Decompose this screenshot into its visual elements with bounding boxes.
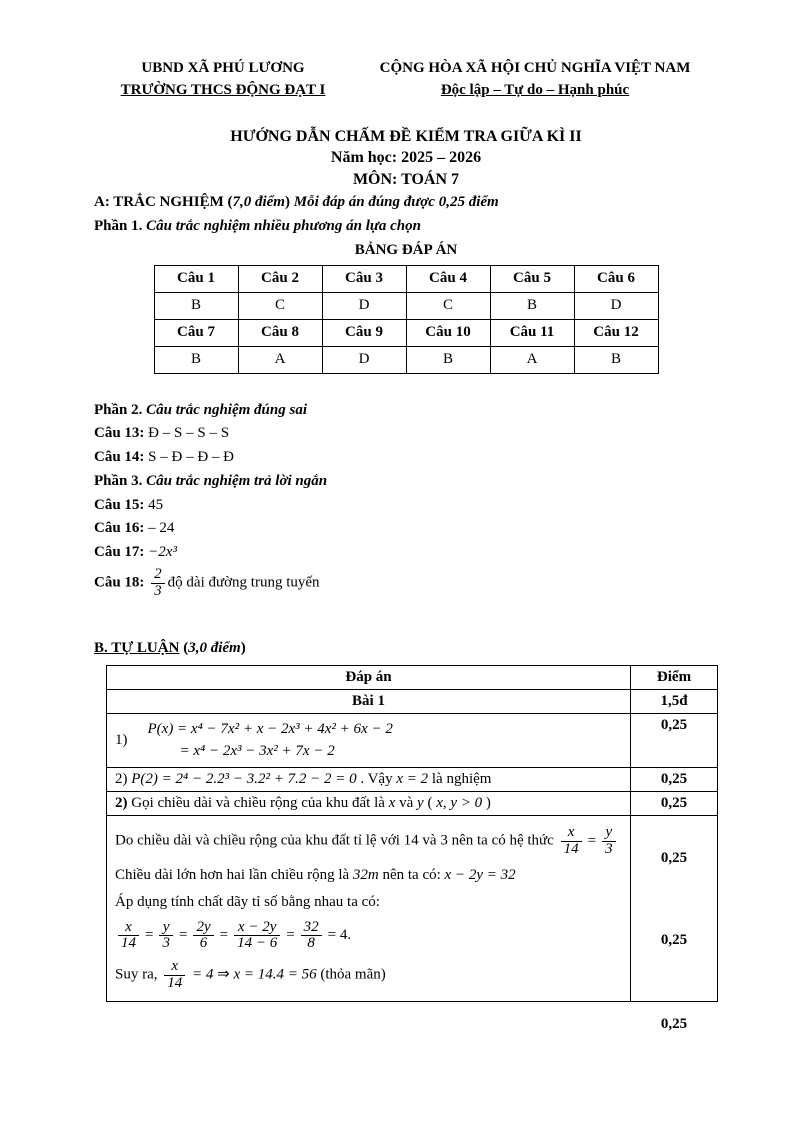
fraction-numerator: x [125,918,132,935]
section-a-note: Mỗi đáp án đúng được 0,25 điểm [293,194,499,211]
part-1-title: Câu trắc nghiệm nhiều phương án lựa chọn [146,218,421,235]
question-header: Câu 2 [238,265,322,292]
polynomial-solution [115,717,622,764]
org-line-1: UBND XÃ PHÚ LƯƠNG [141,60,305,76]
paren-open: ( [423,795,437,812]
paren-close: ) [482,795,491,812]
variable-x: x [388,795,396,812]
fraction-denominator: 3 [602,841,616,858]
essay-row-1-score: 0,25 [631,714,718,768]
question-header: Câu 10 [406,319,490,346]
question-18-answer: độ dài đường trung tuyến [167,574,320,591]
question-17-answer: −2x³ [148,544,177,561]
question-15-label: Câu 15: [94,496,149,513]
question-16-answer: – 24 [148,520,175,537]
ratio-setup-text: Do chiều dài và chiều rộng của khu đất tỉ lệ với 14 và 3 nên ta có hệ thức [115,832,558,849]
polynomial-line-1: P(x) = x⁴ − 7x² + x − 2x³ + 4x² + 6x − 2 [147,721,393,738]
ratio-chain-equation [115,919,622,954]
fraction-denominator: 3 [159,935,173,952]
answer-cell: B [406,346,490,373]
document-header [94,58,718,102]
evaluation-equation: P(2) = 2⁴ − 2.2³ − 3.2² + 7.2 − 2 = 0 [131,771,357,788]
essay-row-2-answer [107,768,631,792]
fraction-denominator: 14 [164,975,185,992]
chain-result: = 4. [327,927,352,944]
score-value: 0,25 [660,932,688,949]
fraction-denominator: 14 [561,841,582,858]
answer-cell: B [574,346,658,373]
section-a-label: A: TRẮC NGHIỆM ( [94,194,233,211]
fraction-numerator: 2y [196,918,211,935]
root-value: x = 2 [396,771,429,788]
section-b-paren-open: ( [179,640,189,657]
answer-cell: B [490,292,574,319]
length-condition-paragraph [115,864,622,887]
answer-table-answers-row-2 [154,346,658,373]
column-header-score: Điểm [631,666,718,690]
fraction-numerator: x − 2y [237,918,277,935]
question-14-answer: S – Đ – Đ – Đ [148,449,235,466]
fraction-numerator: x [567,824,575,841]
fraction-x-14 [118,920,139,953]
polynomial-lines [132,721,393,760]
satisfies-note: (thỏa mãn) [320,966,386,983]
answer-cell: A [238,346,322,373]
essay-row-2-score: 0,25 [631,768,718,792]
answer-table-title: BẢNG ĐÁP ÁN [354,241,458,258]
fraction-y-3 [159,920,173,953]
equals-sign: = [286,927,295,944]
exercise-1-label: Bài 1 [107,690,631,714]
equals-sign: = [145,927,154,944]
final-answer-paragraph [115,958,622,993]
essay-row-3-score: 0,25 [631,792,718,816]
exercise-1-score: 1,5đ [631,690,718,714]
answer-cell: B [154,292,238,319]
answer-table-header-row-2 [154,319,658,346]
fraction-numerator: y [162,918,170,935]
score-value: 0,25 [660,1016,688,1033]
ratio-property-label: Áp dụng tính chất dãy tỉ số bằng nhau ta có: [115,894,380,911]
part-3-heading [94,471,718,493]
section-b-paren-close: ) [240,640,246,657]
question-header: Câu 4 [406,265,490,292]
essay-table-header-row [107,666,718,690]
question-13-answer: Đ – S – S – S [148,425,230,442]
item-number: 2) [115,795,128,812]
title-line-1: HƯỚNG DẪN CHẤM ĐỀ KIỂM TRA GIỮA KÌ II [230,127,582,145]
fraction-denominator: 3 [151,583,165,600]
answer-cell: B [154,346,238,373]
implies-arrow: ⇒ [217,966,230,983]
length-condition-text-2: nên ta có: [378,866,445,883]
national-motto: Độc lập – Tự do – Hạnh phúc [440,81,630,98]
item-number: 2) [115,771,132,788]
fraction-numerator: 32 [303,918,319,935]
national-line-1: CỘNG HÒA XÃ HỘI CHỦ NGHĨA VIỆT NAM [379,60,691,76]
section-a-points: 7,0 điểm [232,194,285,211]
essay-row-1 [107,714,718,768]
score-value: 0,25 [660,850,688,867]
and-text: và [395,795,418,812]
length-value: 32m [352,866,379,883]
essay-row-2 [107,768,718,792]
essay-row-3 [107,792,718,816]
essay-answer-table [106,665,718,1033]
variable-y: y [417,795,424,812]
item-number: 1) [115,732,128,749]
question-header: Câu 5 [490,265,574,292]
question-16 [94,518,718,540]
polynomial-line-2: = x⁴ − 2x³ − 3x² + 7x − 2 [179,743,335,760]
question-15 [94,495,718,517]
fraction-denominator: 14 − 6 [234,935,280,952]
fraction-x-14 [561,825,582,858]
question-15-answer: 45 [148,496,164,513]
essay-row-4-scores [631,816,718,1033]
question-header: Câu 11 [490,319,574,346]
section-a-close: ) [284,194,294,211]
essay-row-4 [107,816,718,1002]
title-line-2: Năm học: 2025 – 2026 [330,149,482,167]
national-header [352,58,718,102]
fraction-two-thirds [151,567,165,600]
length-equation: x − 2y = 32 [444,866,516,883]
question-header: Câu 8 [238,319,322,346]
fraction-2y-6 [193,920,213,953]
fraction-denominator: 8 [301,935,322,952]
question-header: Câu 7 [154,319,238,346]
title-line-3: MÔN: TOÁN 7 [352,170,460,188]
question-14-label: Câu 14: [94,449,149,466]
ratio-setup-paragraph [115,824,622,859]
problem-setup-text: Gọi chiều dài và chiều rộng của khu đất là [127,795,389,812]
question-14 [94,447,718,469]
essay-table-bai1-row [107,690,718,714]
question-header: Câu 9 [322,319,406,346]
fraction-numerator: 2 [154,565,162,582]
equals-sign: = [219,927,229,944]
conclusion-text: . Vậy [356,771,397,788]
x-result: x = 14.4 = 56 [229,966,321,983]
answer-cell: D [322,292,406,319]
question-18 [94,566,718,601]
question-13-label: Câu 13: [94,425,149,442]
answer-cell: A [490,346,574,373]
question-13 [94,423,718,445]
answer-cell: C [238,292,322,319]
question-17-label: Câu 17: [94,544,149,561]
essay-row-1-answer [107,714,631,768]
question-header: Câu 6 [574,265,658,292]
fraction-x-14 [164,959,185,992]
question-16-label: Câu 16: [94,520,149,537]
part-3-label: Phần 3. [94,472,147,489]
essay-row-4-answer [107,816,631,1002]
part-1-heading [94,216,718,238]
part-2-label: Phần 2. [94,401,147,418]
final-answer-text: Suy ra, [115,966,162,983]
question-17 [94,542,718,564]
answer-cell: D [322,346,406,373]
answer-cell: D [574,292,658,319]
section-a-heading [94,192,718,214]
fraction-difference [234,920,280,953]
part-2-title: Câu trắc nghiệm đúng sai [146,401,307,418]
fraction-32-8 [301,920,322,953]
question-18-label: Câu 18: [94,574,149,591]
length-condition-text-1: Chiều dài lớn hơn hai lần chiều rộng là [115,866,353,883]
fraction-y-3 [602,825,616,858]
essay-row-3-answer [107,792,631,816]
equals-four: = 4 [188,966,218,983]
part-1-label: Phần 1. [94,218,147,235]
answer-table-header-row-1 [154,265,658,292]
column-header-answer: Đáp án [107,666,631,690]
answer-table [154,265,659,374]
fraction-denominator: 14 [118,935,139,952]
part-3-title: Câu trắc nghiệm trả lời ngắn [146,472,328,489]
section-b-points: 3,0 điểm [188,640,241,657]
fraction-numerator: y [605,824,613,841]
question-header: Câu 1 [154,265,238,292]
document-title [94,126,718,191]
org-line-2: TRƯỜNG THCS ĐỘNG ĐẠT I [120,81,326,98]
issuing-organization [94,58,352,102]
answer-cell: C [406,292,490,319]
section-b-heading [94,638,718,660]
section-b-label: B. TỰ LUẬN [94,640,180,657]
part-2-heading [94,400,718,422]
equals-sign: = [587,832,597,849]
equals-sign: = [178,927,188,944]
condition: x, y > 0 [436,795,483,812]
question-header: Câu 12 [574,319,658,346]
conclusion-suffix: là nghiệm [428,771,492,788]
question-header: Câu 3 [322,265,406,292]
answer-table-answers-row-1 [154,292,658,319]
fraction-denominator: 6 [193,935,213,952]
fraction-numerator: x [171,958,179,975]
